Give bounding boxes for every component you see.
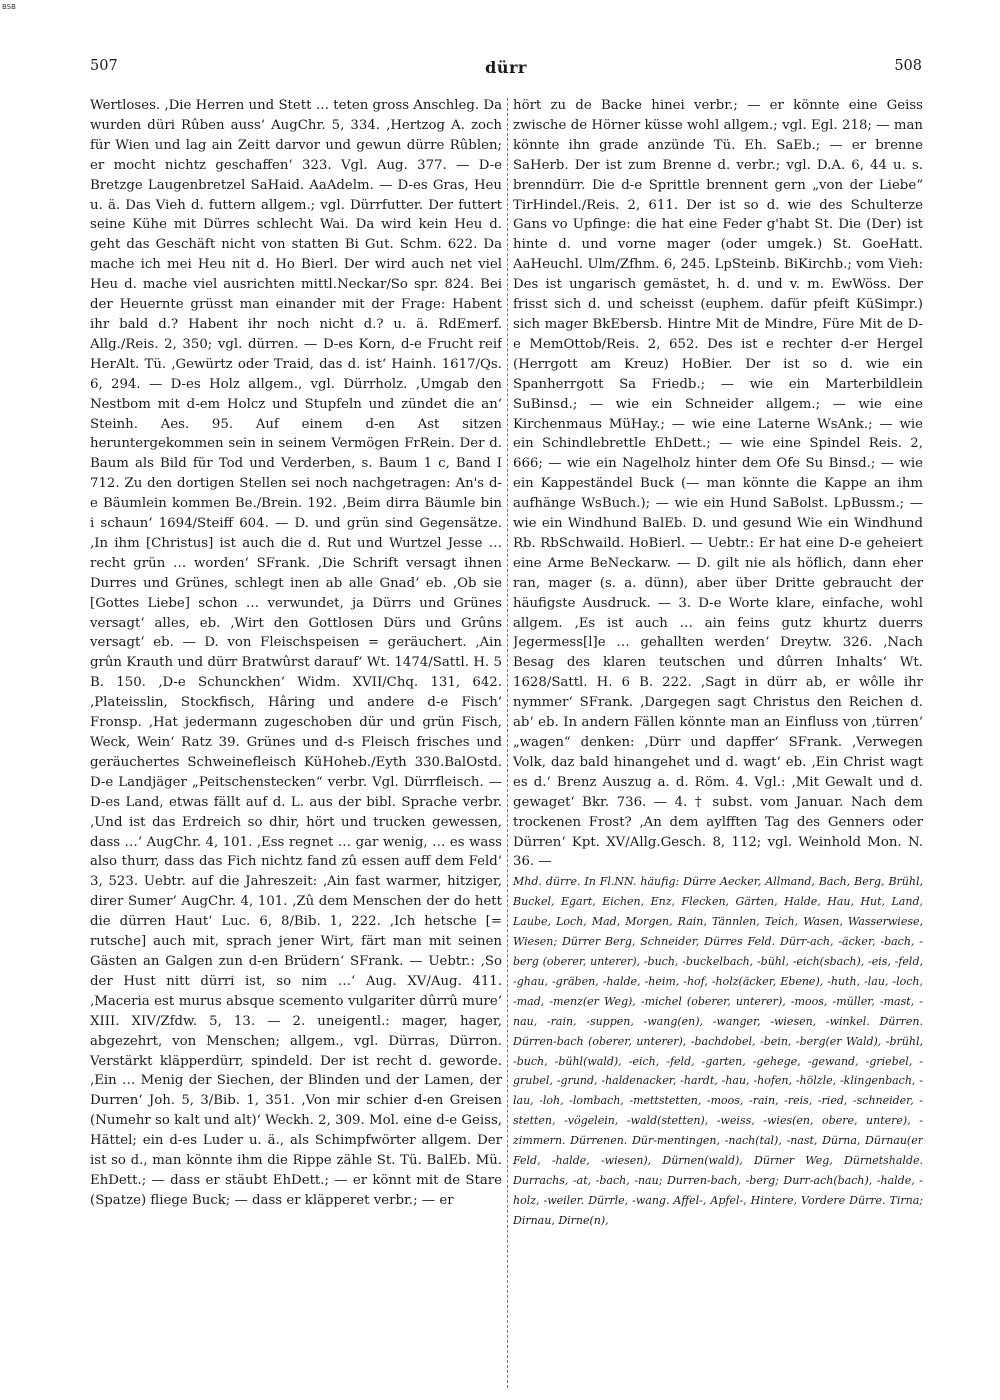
left-page-number: 507 <box>90 58 118 74</box>
right-page-number: 508 <box>894 58 922 74</box>
right-column-text: hört zu de Backe hinei verbr.; — er könnte eine Geiss zwische de Hörner küsse wohl allgem.; vgl. Egl. 218; — man könnte ihn grade anzünde Tü. Eh. SaEb.; — er brenne SaHerb. Der ist zum Brenne d. verbr.; vgl. D.A. 6, 44 u. s. brenndürr. Die d-e Sprittle brennent gern „von der Liebe“ TirHindel./Reis. 2, 611. Der ist so d. wie des Schulterze Gans vo Upfinge: die hat eine Feder g'habt St. Die (Der) ist hinte d. und vorne mager (oder umgek.) St. GoeHatt. AaHeuchl. Ulm/Zfhm. 6, 245. LpSteinb. BiKirchb.; vom Vieh: Des ist ungarisch gemästet, h. d. und v. m. EwWöss. Der frisst sich d. und scheisst (euphem. dafür pfeift KüSimpr.) sich mager BkEbersb. Hintre Mit de Mindre, Füre Mit de D-e MemOttob/Reis. 2, 652. Des ist e rechter d-er Hergel (Herrgott am Kreuz) HoBier. Der ist so d. wie ein Spanherrgott Sa Friedb.; — wie ein Marterbildlein SuBinsd.; — wie ein Schneider allgem.; — wie eine Kirchenmaus MüHay.; — wie eine Laterne WsAnk.; — wie ein Schindlebrettle EhDett.; — wie eine Spindel Reis. 2, 666; — wie ein Nagelholz hinter dem Ofe Su Binsd.; — wie ein Kappeständel Buck (— man könnte die Kappe an ihm aufhänge WsBuch.); — wie ein Hund SaBolst. LpBussm.; — wie ein Windhund BalEb. D. und gesund Wie ein Windhund Rb. RbSchwaild. HoBierl. — Uebtr.: Er hat eine D-e geheiert eine Arme BeNeckarw. — D. gilt nie als höflich, dann eher ran, mager (s. a. dünn), aber über Dritte gebraucht der häufigste Ausdruck. — 3. D-e Worte klare, einfache, wohl allgem. ‚Es ist auch … ain feins gutz khurtz duerrs Jegermess[l]e … gehallten werden‘ Dreytw. 326. ‚Nach Besag des klaren teutschen und dûrren Inhalts‘ Wt. 1628/Sattl. H. 6 B. 222. ‚Sagt in dürr ab, er wôlle ihr nymmer‘ SFrank. ‚Dargegen sagt Christus den Reichen d. ab‘ eb. In andern Fällen könnte man an Einfluss von ‚türren‘ „wagen“ denken: ‚Dürr und dapffer‘ SFrank. ‚Verwegen Volk, daz bald hinangehet und d. wagt‘ eb. ‚Ein Christ wagt es d.‘ Brenz Auszug a. d. Röm. 4. Vgl.: ‚Mit Gewalt und d. gewaget‘ Bkr. 736. — 4. † subst. vom Januar. Nach dem trockenen Frost? ‚An dem aylfften Tag des Genners oder Dürren‘ Kpt. XV/Allg.Gesch. 8, 112; vgl. Weinhold Mon. N. 36. — <box>513 98 923 870</box>
page-header <box>90 58 922 82</box>
column-divider <box>507 98 508 1388</box>
library-stamp: BSB <box>2 3 16 11</box>
left-column <box>90 96 502 1386</box>
left-column-text: Wertloses. ‚Die Herren und Stett … teten gross Anschleg. Da wurden düri Rûben auss‘ AugChr. 5, 334. ‚Hertzog A. zoch für Wien und lag ain Zeitt darvor und gewun dürre Rûblen; er mocht nichtz geschaffen‘ 323. Vgl. Aug. 377. — D-e Bretzge Laugenbretzel SaHaid. AaAdelm. — D-es Gras, Heu u. ä. Das Vieh d. futtern allgem.; vgl. Dürrfutter. Der futtert seine Kühe mit Dürres schlecht Wai. Da wird kein Heu d. geht das Geschäft nicht von statten Bi Gut. Schm. 622. Da mache ich mei Heu nit d. Ho Bierl. Der wird auch net viel Heu d. mache viel ausrichten mittl.Neckar/So spr. 824. Bei der Heuernte grüsst man einander mit der Frage: Habent ihr bald d.? Habent ihr noch nicht d.? u. ä. RdEmerf. Allg./Reis. 2, 350; vgl. dürren. — D-es Korn, d-e Frucht reif HerAlt. Tü. ‚Gewürtz oder Traid, das d. ist‘ Hainh. 1617/Qs. 6, 294. — D-es Holz allgem., vgl. Dürrholz. ‚Umgab den Nestbom mit d-em Holcz und Stupfeln und zündet die an‘ Steinh. Aes. 95. Auf einem d-en Ast sitzen heruntergekommen sein in seinem Vermögen FrRein. Der d. Baum als Bild für Tod und Verderben, s. Baum 1 c, Band I 712. Zu den dortigen Stellen sei noch nachgetragen: An's d-e Bäumlein kommen Be./Brein. 192. ‚Beim dirra Bäumle bin i schaun‘ 1694/Steiff 604. — D. und grün sind Gegensätze. ‚In ihm [Christus] ist auch die d. Rut und Wurtzel Jesse … recht grün … worden‘ SFrank. ‚Die Schrift versagt ihnen Durres und Grünes, schlegt inen ab alle Gnad‘ eb. ‚Ob sie [Gottes Liebe] schon … verwundet, ja Dürrs und Grünes versagt‘ alles, eb. ‚Wirt den Gottlosen Dürs und Grûns versagt‘ eb. — D. von Fleischspeisen = geräuchert. ‚Ain grûn Krauth und dürr Bratwûrst darauf‘ Wt. 1474/Sattl. H. 5 B. 150. ‚D-e Schunckhen‘ Widm. XVII/Chq. 131, 642. ‚Plateisslin, Stockfisch, Hâring und andere d-e Fisch‘ Fronsp. ‚Hat jedermann zugeschoben dür und grün Fisch, Weck, Wein‘ Ratz 39. Grünes und d-s Fleisch frisches und geräuchertes Schweinefleisch KüHoheb./Eyth 330.BalOstd. D-e Landjäger „Peitschenstecken“ verbr. Vgl. Dürrfleisch. — D-es Land, etwas fällt auf d. L. aus der bibl. Sprache verbr. ‚Und ist das Erdreich so dhir, hört und trucken gewessen, dass …‘ AugChr. 4, 101. ‚Ess regnet … gar wenig, … es wass also thurr, dass das Fich nichtz fand zû essen auff dem Feld‘ 3, 523. Uebtr. auf die Jahreszeit: ‚Ain fast warmer, hitziger, direr Sumer‘ AugChr. 4, 101. ‚Zû dem Menschen der do hett die dürren Haut‘ Luc. 6, 8/Bib. 1, 222. ‚Ich hetsche [= rutsche] auch mit, sprach jener Wirt, färt man mit seinen Gästen an Galgen zun d-en Brüdern‘ SFrank. — Uebtr.: ‚So der Hust nitt dürri ist, so nim …‘ Aug. XV/Aug. 411. ‚Maceria est murus absque scemento vulgariter dûrrû mure‘ XIII. XIV/Zfdw. 5, 13. — 2. uneigentl.: mager, hager, abgezehrt, von Menschen; allgem., vgl. Dürras, Dürron. Verstärkt kläpperdürr, spindeld. Der ist recht d. geworde. ‚Ein … Menig der Siechen, der Blinden und der Lamen, der Durren‘ Joh. 5, 3/Bib. 1, 351. ‚Von mir schier d-en Greisen (Numehr so kalt und alt)‘ Weckh. 2, 309. Mol. eine d-e Geiss, Hättel; ein d-es Luder u. ä., als Schimpfwörter allgem. Der ist so d., man könnte ihm die Rippe zähle St. Tü. BalEb. Mü. EhDett.; — dass er stäubt EhDett.; — er könnt mit de Stare (Spatze) fliege Buck; — dass er kläpperet verbr.; — er <box>90 98 502 1208</box>
right-column <box>513 96 923 1386</box>
place-names-paragraph: Mhd. dürre. In Fl.NN. häufig: Dürre Aecker, Allmand, Bach, Berg, Brühl, Buckel, Egart, Eichen, Enz, Flecken, Gärten, Halde, Hau, Hut, Land, Laube, Loch, Mad, Morgen, Rain, Tännlen, Teich, Wasen, Wasserwiese, Wiesen; Dürrer Berg, Schneider, Dürres Feld. Dürr-ach, -äcker, -bach, -berg (oberer, unterer), -buch, -buckelbach, -bühl, -eich(sbach), -eis, -feld, -ghau, -gräben, -halde, -heim, -hof, -holz(äcker, Ebene), -huth, -lau, -loch, -mad, -menz(er Weg), -michel (oberer, unterer), -moos, -müller, -mast, -nau, -rain, -suppen, -wang(en), -wanger, -wiesen, -winkel. Dürren. Dürren-bach (oberer, unterer), -bachdobel, -bein, -berg(er Wald), -brühl, -buch, -bühl(wald), -eich, -feld, -garten, -gehege, -gewand, -griebel, -grubel, -grund, -haldenacker, -hardt, -hau, -hofen, -hölzle, -klingenbach, -lau, -loh, -lombach, -mettstetten, -moos, -rain, -reis, -ried, -schneider, -stetten, -vögelein, -wald(stetten), -weiss, -wies(en, obere, untere), -zimmern. Dürrenen. Dür-mentingen, -nach(tal), -nast, Dürna, Dürnau(er Feld, -halde, -wiesen), Dürnen(wald), Dürner Weg, Dürnetshalde. Durrachs, -at, -bach, -nau; Durren-bach, -berg; Durr-ach(bach), -halde, -holz, -weiler. Dürrle, -wang. Affel-, Apfel-, Hintere, Vordere Dürre. Tirna; Dirnau, Dirne(n), <box>513 875 923 1227</box>
running-head: dürr <box>485 58 527 77</box>
